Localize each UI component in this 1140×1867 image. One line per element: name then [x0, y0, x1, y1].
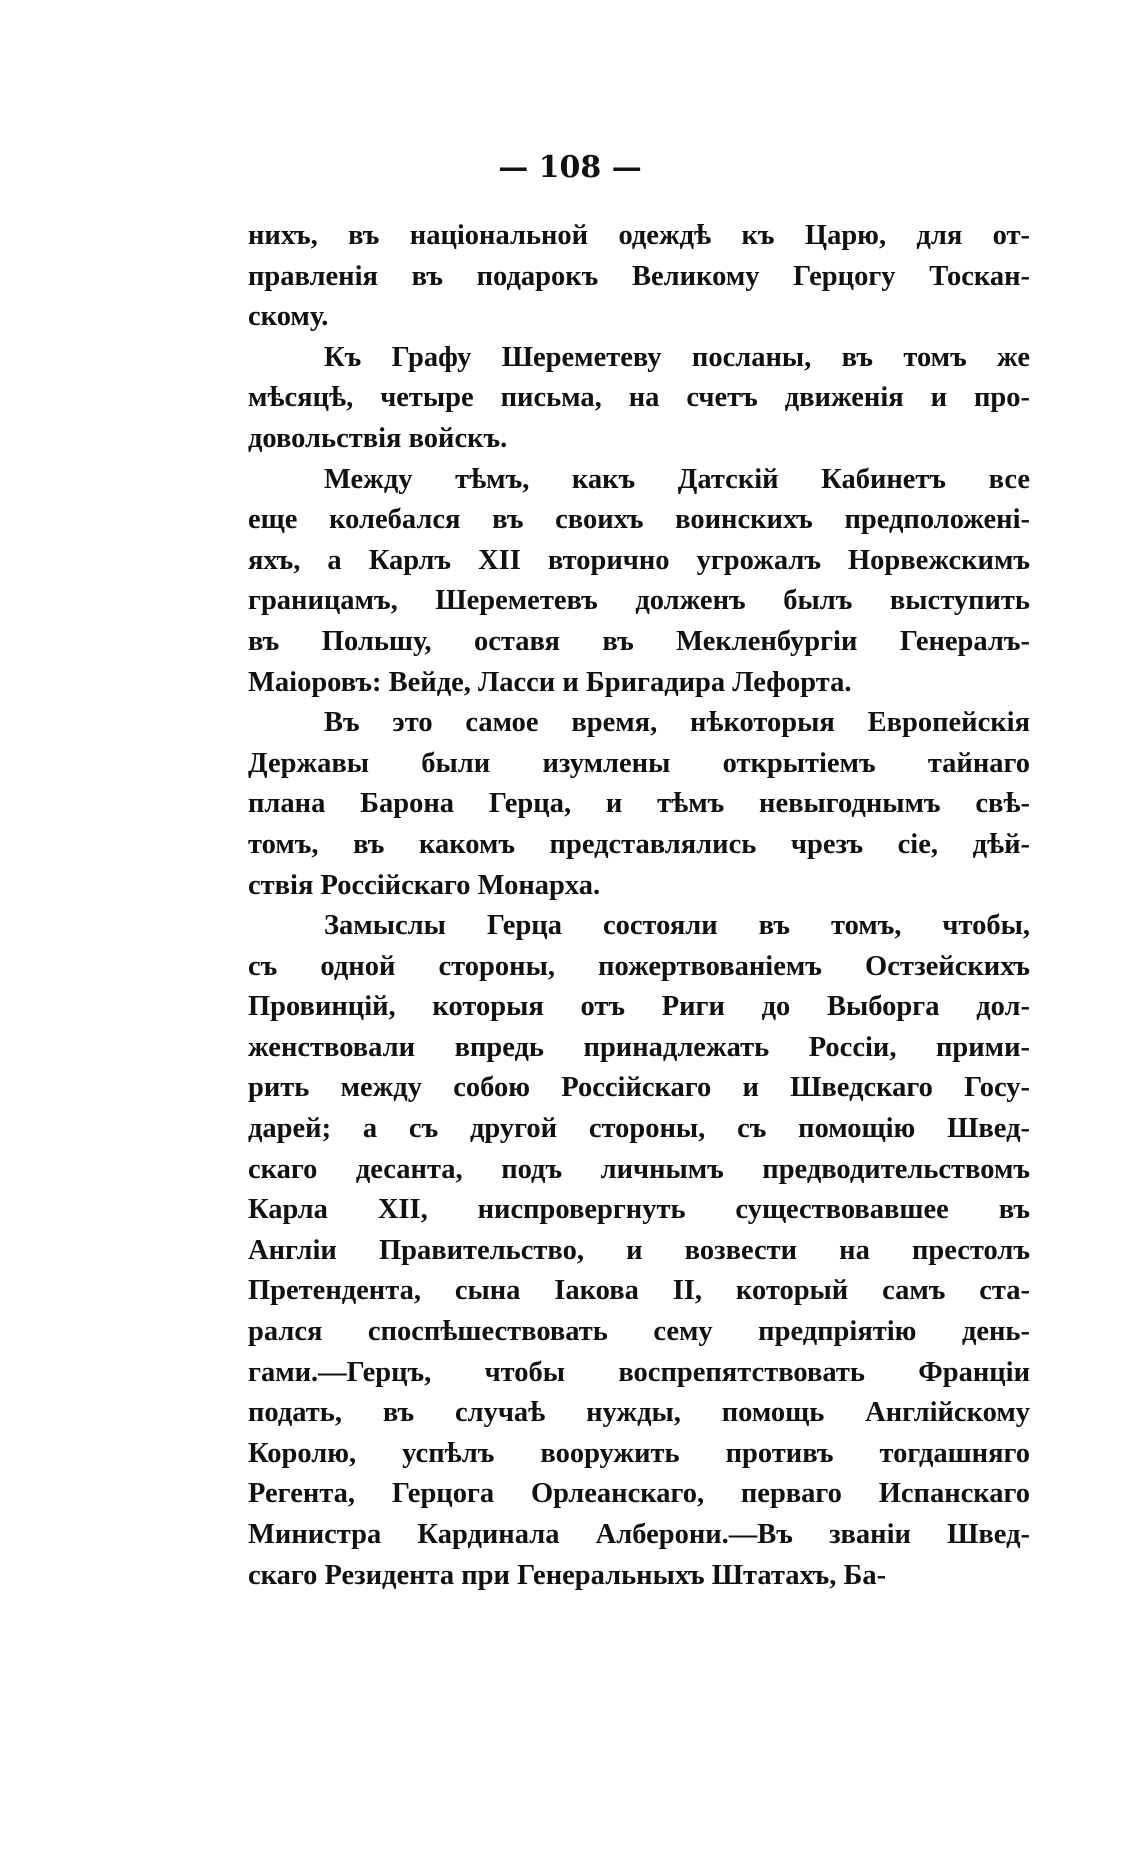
- text-line: ствія Россійскаго Монарха.: [248, 869, 601, 901]
- text-line: мѣсяцѣ, четыре письма, на счетъ движенія и про-: [248, 382, 1030, 414]
- paragraph: [248, 460, 1030, 704]
- text-line: Державы были изумлены открытіемъ тайнаго: [248, 747, 1030, 779]
- text-line: нихъ, въ національной одеждѣ къ Царю, для от-: [248, 220, 1030, 251]
- text-line: Карла XII, ниспровергнуть существовавшее въ: [248, 1194, 1030, 1226]
- text-line: Замыслы Герца состояли въ томъ, чтобы,: [324, 910, 1030, 942]
- text-line: Королю, успѣлъ вооружить противъ тогдашняго: [248, 1437, 1030, 1469]
- text-line: рался споспѣшествовать сему предпріятію день-: [248, 1316, 1030, 1348]
- text-line: въ Польшу, оставя въ Мекленбургіи Генералъ-: [248, 625, 1030, 657]
- text-line: еще колебался въ своихъ воинскихъ предположені-: [248, 504, 1030, 536]
- text-line: томъ, въ какомъ представлялись чрезъ сіе, дѣй-: [248, 828, 1030, 860]
- text-line: Въ это самое время, нѣкоторыя Европейскія: [324, 707, 1030, 739]
- text-line: Къ Графу Шереметеву посланы, въ томъ же: [324, 341, 1030, 373]
- paragraph: [248, 216, 1030, 338]
- text-line: Маіоровъ: Вейде, Ласси и Бригадира Лефорта.: [248, 666, 852, 698]
- text-line: дарей; а съ другой стороны, съ помощію Швед-: [248, 1113, 1030, 1145]
- text-line: Между тѣмъ, какъ Датскій Кабинетъ все: [324, 463, 1030, 495]
- text-line: Министра Кардинала Алберони.—Въ званіи Швед-: [248, 1519, 1030, 1550]
- text-line: правленія въ подарокъ Великому Герцогу Тоскан-: [248, 260, 1030, 292]
- text-line: границамъ, Шереметевъ долженъ былъ выступить: [248, 585, 1030, 617]
- text-line: женствовали впредь принадлежать Россіи, прими-: [248, 1031, 1030, 1063]
- text-line: скому.: [248, 301, 329, 333]
- text-line: Претендента, сына Іакова II, который самъ ста-: [248, 1275, 1030, 1307]
- paragraph: [248, 906, 1030, 1596]
- text-line: съ одной стороны, пожертвованіемъ Остзейскихъ: [248, 950, 1030, 982]
- text-line: подать, въ случаѣ нужды, помощь Англійскому: [248, 1397, 1030, 1429]
- text-line: довольствія войскъ.: [248, 422, 508, 454]
- text-line: рить между собою Россійскаго и Шведскаго Госу-: [248, 1072, 1030, 1104]
- page-number: — 108 —: [498, 150, 642, 185]
- paragraph: [248, 338, 1030, 460]
- text-line: скаго десанта, подъ личнымъ предводительствомъ: [248, 1153, 1030, 1185]
- text-line: Англіи Правительство, и возвести на престолъ: [248, 1234, 1030, 1266]
- text-line: Регента, Герцога Орлеанскаго, перваго Испанскаго: [248, 1478, 1030, 1510]
- text-line: скаго Резидента при Генеральныхъ Штатахъ, Ба-: [248, 1559, 887, 1591]
- body-text: [248, 216, 1030, 1596]
- text-line: яхъ, а Карлъ XII вторично угрожалъ Норвежскимъ: [248, 544, 1030, 576]
- text-line: Провинцій, которыя отъ Риги до Выборга дол-: [248, 991, 1030, 1023]
- text-line: плана Барона Герца, и тѣмъ невыгоднымъ свѣ-: [248, 788, 1030, 820]
- text-line: гами.—Герцъ, чтобы воспрепятствовать Франціи: [248, 1356, 1030, 1388]
- paragraph: [248, 703, 1030, 906]
